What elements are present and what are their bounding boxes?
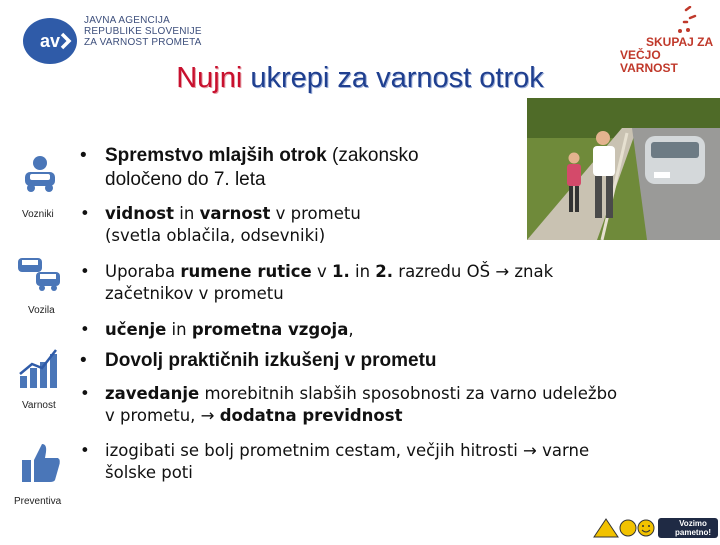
bullet3-bold: rumene rutice bbox=[180, 262, 312, 281]
svg-text:av: av bbox=[39, 31, 61, 51]
sidebar-item-vozila bbox=[16, 252, 64, 297]
bullet2-bold2: varnost bbox=[199, 204, 271, 223]
bullet6-bold: zavedanje bbox=[105, 384, 200, 403]
sidebar-label-vozniki: Vozniki bbox=[22, 209, 54, 220]
agency-line-3: ZA VARNOST PROMETA bbox=[84, 37, 202, 48]
sidebar-item-vozniki bbox=[22, 154, 58, 199]
bullet6-rest: morebitnih slabših sposobnosti za varno udeležbo bbox=[199, 384, 618, 403]
bullet2-bold1: vidnost bbox=[105, 204, 175, 223]
bullet3-b1: 1. bbox=[332, 262, 350, 281]
title-part-1: Nujni bbox=[176, 62, 243, 94]
arrow-icon: → bbox=[200, 406, 220, 425]
bullet1-bold: Spremstvo mlajših otrok bbox=[105, 145, 327, 166]
bullet7-line1b: varne bbox=[536, 441, 590, 460]
thumbs-up-icon bbox=[20, 440, 62, 486]
arrow-icon: → bbox=[523, 441, 537, 460]
bullet2-mid1: in bbox=[174, 204, 200, 223]
bullet4-bold1: učenje bbox=[105, 320, 167, 339]
partner-line-1: SKUPAJ ZA bbox=[646, 35, 714, 49]
photo-mother-child-walking bbox=[527, 98, 720, 240]
agency-name bbox=[84, 15, 202, 48]
bullet2-rest1: v prometu bbox=[270, 204, 361, 223]
bar-chart-icon bbox=[18, 348, 58, 390]
bullet6-line2b: dodatna previdnost bbox=[219, 406, 403, 425]
bullet1-rest: (zakonsko bbox=[326, 145, 419, 166]
sidebar-label-vozila: Vozila bbox=[28, 305, 55, 316]
bullet5-bold: Dovolj praktičnih izkušenj v prometu bbox=[105, 350, 437, 371]
sidebar-item-varnost bbox=[18, 348, 58, 395]
bullet3-b2: 2. bbox=[375, 262, 394, 281]
sidebar-label-varnost: Varnost bbox=[22, 400, 56, 411]
bullet3-line2: začetnikov v prometu bbox=[105, 284, 284, 303]
bullet4-end: , bbox=[348, 320, 354, 339]
bullet3-rest: razredu OŠ bbox=[393, 262, 496, 281]
page-title bbox=[0, 62, 720, 95]
sidebar-item-preventiva bbox=[20, 440, 62, 491]
avp-logo bbox=[22, 16, 80, 66]
sidebar-label-preventiva: Preventiva bbox=[14, 496, 62, 507]
vehicles-icon bbox=[16, 252, 64, 292]
bullet7-line2: šolske poti bbox=[105, 463, 193, 482]
arrow-icon: → bbox=[495, 262, 510, 281]
bullet6-line2a: v prometu, bbox=[105, 406, 201, 425]
bullet3-end: znak bbox=[509, 262, 554, 281]
bullet2-line2: (svetla oblačila, odsevniki) bbox=[105, 226, 326, 245]
footer-badge-text: Vozimo pametno! bbox=[675, 519, 711, 537]
bullet3-mid: v bbox=[311, 262, 332, 281]
bullet1-line2: določeno do 7. leta bbox=[105, 169, 266, 190]
agency-line-1: JAVNA AGENCIJA bbox=[84, 15, 170, 26]
bullet4-mid: in bbox=[166, 320, 192, 339]
bullet3-in: in bbox=[349, 262, 376, 281]
bullet3-pre: Uporaba bbox=[105, 262, 181, 281]
bullet7-line1a: izogibati se bolj prometnim cestam, večjih hitrosti bbox=[105, 441, 524, 460]
bullet4-bold2: prometna vzgoja bbox=[191, 320, 349, 339]
agency-line-2: REPUBLIKE SLOVENIJE bbox=[84, 26, 202, 37]
partner-line-2: VEČJO VARNOST bbox=[620, 48, 678, 75]
driver-icon bbox=[22, 154, 58, 194]
title-part-2: ukrepi za varnost otrok bbox=[242, 62, 544, 94]
